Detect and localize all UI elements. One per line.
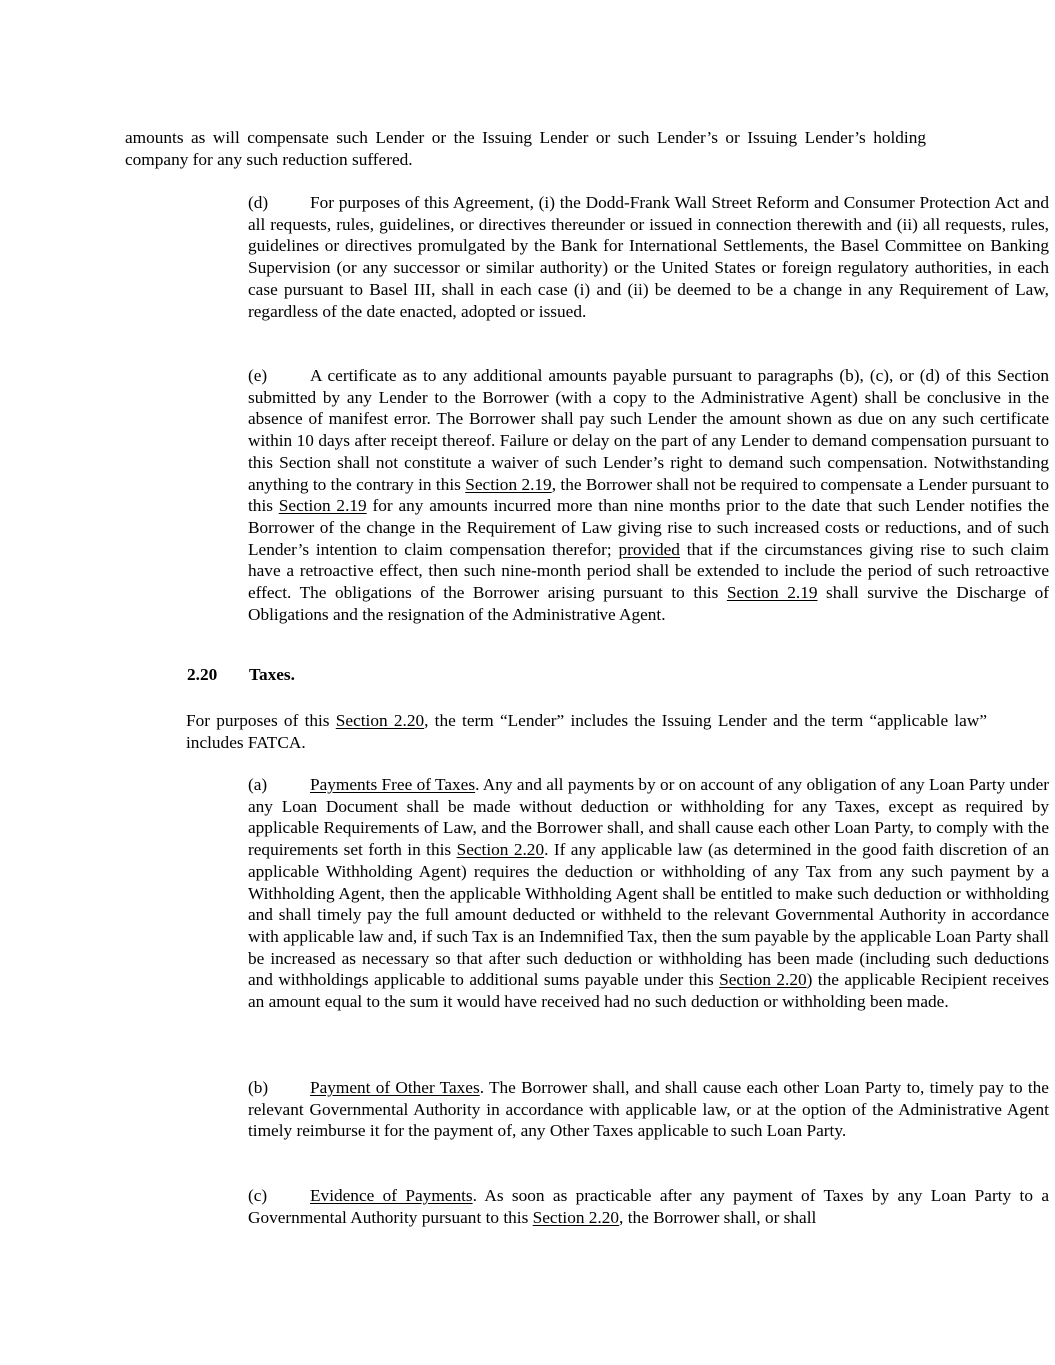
paragraph-label: (d) — [248, 193, 269, 212]
paragraph-text: For purposes of this — [186, 711, 336, 730]
paragraph-text: for any amounts incurred more than nine months prior to the date that such Lender notifies the Borrower of the change in the Requirement of Law giving rise to such increased costs or reductions, and of such Lender’s intention to claim compensation therefor; — [248, 496, 1049, 559]
provided-term: provided — [618, 539, 680, 559]
paragraph-text: . The Borrower shall, and shall cause each other Loan Party to, timely pay to the relevant Governmental Authority in accordance with applicable law, or at the option of the Administrative Agent timely reimburse it for the payment of, any Other Taxes applicable to such Loan Party. — [248, 1078, 1049, 1141]
section-heading — [187, 664, 295, 686]
paragraph-text: amounts as will compensate such Lender or the Issuing Lender or such Lender’s or Issuing Lender’s holding company for any such reduction suffered. — [125, 128, 926, 169]
paragraph-text: , the term “Lender” includes the Issuing Lender and the term “applicable law” includes FATCA. — [186, 711, 987, 752]
paragraph-text: A certificate as to any additional amounts payable pursuant to paragraphs (b), (c), or (d) of this Section submitted by any Lender to the Borrower (with a copy to the Administrative Agent) shall be conclusive in the absence of manifest error. The Borrower shall pay such Lender the amount shown as due on any such certificate within 10 days after receipt thereof. Failure or delay on the part of any Lender to demand compensation pursuant to this Section shall not constitute a waiver of such Lender’s right to demand such compensation. Notwithstanding anything to the contrary in this — [248, 366, 1049, 494]
paragraph-label: (b) — [248, 1078, 269, 1097]
section-reference: Section 2.19 — [465, 474, 552, 494]
paragraph-text: that if the circumstances giving rise to such claim have a retroactive effect, then such nine-month period shall be extended to include the period of such retroactive effect. The obligations of the Borrower arising pursuant to this — [248, 539, 1050, 603]
paragraph-b — [125, 1077, 1049, 1142]
paragraph-caption: Payment of Other Taxes — [310, 1078, 480, 1097]
paragraph-e — [125, 365, 1049, 625]
paragraph-text: shall survive the Discharge of Obligations and the resignation of the Administrative Agent. — [248, 583, 1049, 624]
paragraph-d — [125, 192, 1049, 322]
paragraph-a — [125, 774, 1049, 1013]
section-reference: Section 2.19 — [726, 583, 818, 603]
paragraph-continuation — [125, 127, 926, 170]
section-reference: Section 2.20 — [532, 1207, 620, 1227]
paragraph-text: ) the applicable Recipient receives an amount equal to the sum it would have received had no such deduction or withholding been made. — [248, 970, 1049, 1012]
section-reference: Section 2.20 — [456, 840, 545, 860]
section-reference: Section 2.20 — [719, 970, 807, 990]
section-reference: Section 2.19 — [278, 496, 367, 516]
paragraph-text: For purposes of this Agreement, (i) the Dodd-Frank Wall Street Reform and Consumer Protection Act and all requests, rules, guidelines, or directives thereunder or issued in connection therewith and (ii) all requests, rules, guidelines or directives promulgated by the Bank for International Settlements, the Basel Committee on Banking Supervision (or any successor or similar authority) or the United States or foreign regulatory authorities, in each case pursuant to Basel III, shall in each case (i) and (ii) be deemed to be a change in any Requirement of Law, regardless of the date enacted, adopted or issued. — [248, 193, 1049, 321]
paragraph-label: (a) — [248, 775, 268, 794]
paragraph-label: (c) — [248, 1186, 268, 1205]
paragraph-text: . As soon as practicable after any payment of Taxes by any Loan Party to a Governmental Authority pursuant to this — [248, 1186, 1049, 1227]
section-number: 2.20 — [187, 665, 218, 684]
paragraph-text: , the Borrower shall, or shall — [619, 1207, 817, 1227]
paragraph-caption: Evidence of Payments — [310, 1186, 473, 1205]
paragraph-text: , the Borrower shall not be required to compensate a Lender pursuant to this — [248, 474, 1049, 516]
paragraph-c — [125, 1185, 1049, 1228]
paragraph-label: (e) — [248, 366, 268, 385]
paragraph-caption: Payments Free of Taxes — [310, 775, 476, 794]
paragraph-intro — [125, 710, 987, 753]
section-reference: Section 2.20 — [335, 711, 425, 730]
paragraph-text: . Any and all payments by or on account of any obligation of any Loan Party under any Loan Document shall be made without deduction or withholding for any Taxes, except as required by applicable Requirements of Law, and the Borrower shall, and shall cause each other Loan Party, to comply with the requirements set forth in this — [248, 775, 1049, 860]
section-title: Taxes. — [249, 665, 295, 684]
paragraph-text: . If any applicable law (as determined in the good faith discretion of an applicable Withholding Agent) requires the deduction or withholding of any Tax from any such payment by a Withholding Agent, then the applicable Withholding Agent shall be entitled to make such deduction or withholding and shall timely pay the full amount deducted or withheld to the relevant Governmental Authority in accordance with applicable law and, if such Tax is an Indemnified Tax, then the sum payable by the applicable Loan Party shall be increased as necessary so that after such deduction or withholding has been made (including such deductions and withholdings applicable to additional sums payable under this — [248, 840, 1049, 990]
